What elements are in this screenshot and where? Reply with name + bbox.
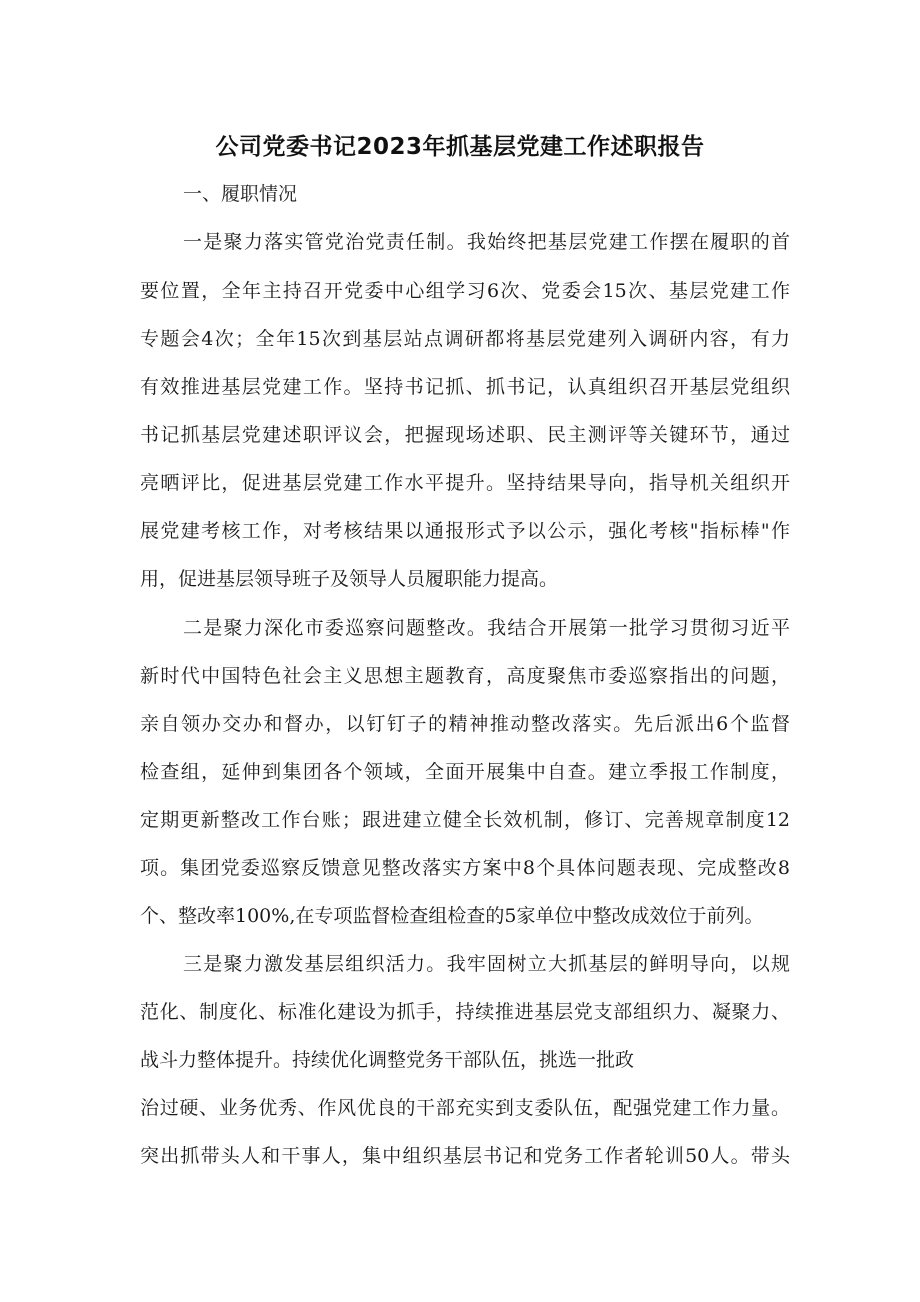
paragraph-line: 用，促进基层领导班子及领导人员履职能力提高。: [140, 568, 559, 590]
paragraph-line: 一是聚力落实管党治党责任制。我始终把基层党建工作摆在履职的首: [183, 231, 790, 253]
paragraph-line: 亮晒评比，促进基层党建工作水平提升。坚持结果导向，指导机关组织开: [140, 472, 790, 494]
paragraph-line: 突出抓带头人和干事人，集中组织基层书记和党务工作者轮训50人。带头: [140, 1145, 790, 1167]
paragraph-line: 三是聚力激发基层组织活力。我牢固树立大抓基层的鲜明导向，以规: [183, 953, 790, 975]
paragraph-line: 项。集团党委巡察反馈意见整改落实方案中8个具体问题表现、完成整改8: [140, 857, 790, 879]
paragraph-line: 检查组，延伸到集团各个领域，全面开展集中自查。建立季报工作制度，: [140, 761, 790, 783]
paragraph-line: 个、整改率100%,在专项监督检查组检查的5家单位中整改成效位于前列。: [140, 905, 764, 927]
paragraph-line: 新时代中国特色社会主义思想主题教育，高度聚焦市委巡察指出的问题，: [140, 665, 790, 687]
paragraph-line: 战斗力整体提升。持续优化调整党务干部队伍，挑选一批政: [140, 1049, 635, 1071]
paragraph-line: 书记抓基层党建述职评议会，把握现场述职、民主测评等关键环节，通过: [140, 424, 790, 446]
section-heading: 一、履职情况: [183, 183, 298, 205]
paragraph-line: 二是聚力深化市委巡察问题整改。我结合开展第一批学习贯彻习近平: [183, 617, 790, 639]
paragraph-line: 有效推进基层党建工作。坚持书记抓、抓书记，认真组织召开基层党组织: [140, 376, 790, 398]
paragraph-line: 亲自领办交办和督办，以钉钉子的精神推动整改落实。先后派出6个监督: [140, 713, 790, 735]
paragraph-line: 治过硬、业务优秀、作风优良的干部充实到支委队伍，配强党建工作力量。: [140, 1097, 790, 1119]
paragraph-line: 展党建考核工作，对考核结果以通报形式予以公示，强化考核"指标棒"作: [140, 520, 790, 542]
paragraph-line: 要位置，全年主持召开党委中心组学习6次、党委会15次、基层党建工作: [140, 280, 790, 302]
paragraph-line: 范化、制度化、标准化建设为抓手，持续推进基层党支部组织力、凝聚力、: [140, 1001, 790, 1023]
document-title: 公司党委书记2023年抓基层党建工作述职报告: [215, 134, 705, 160]
paragraph-line: 定期更新整改工作台账；跟进建立健全长效机制，修订、完善规章制度12: [140, 809, 790, 831]
paragraph-line: 专题会4次；全年15次到基层站点调研都将基层党建列入调研内容，有力: [140, 328, 790, 350]
